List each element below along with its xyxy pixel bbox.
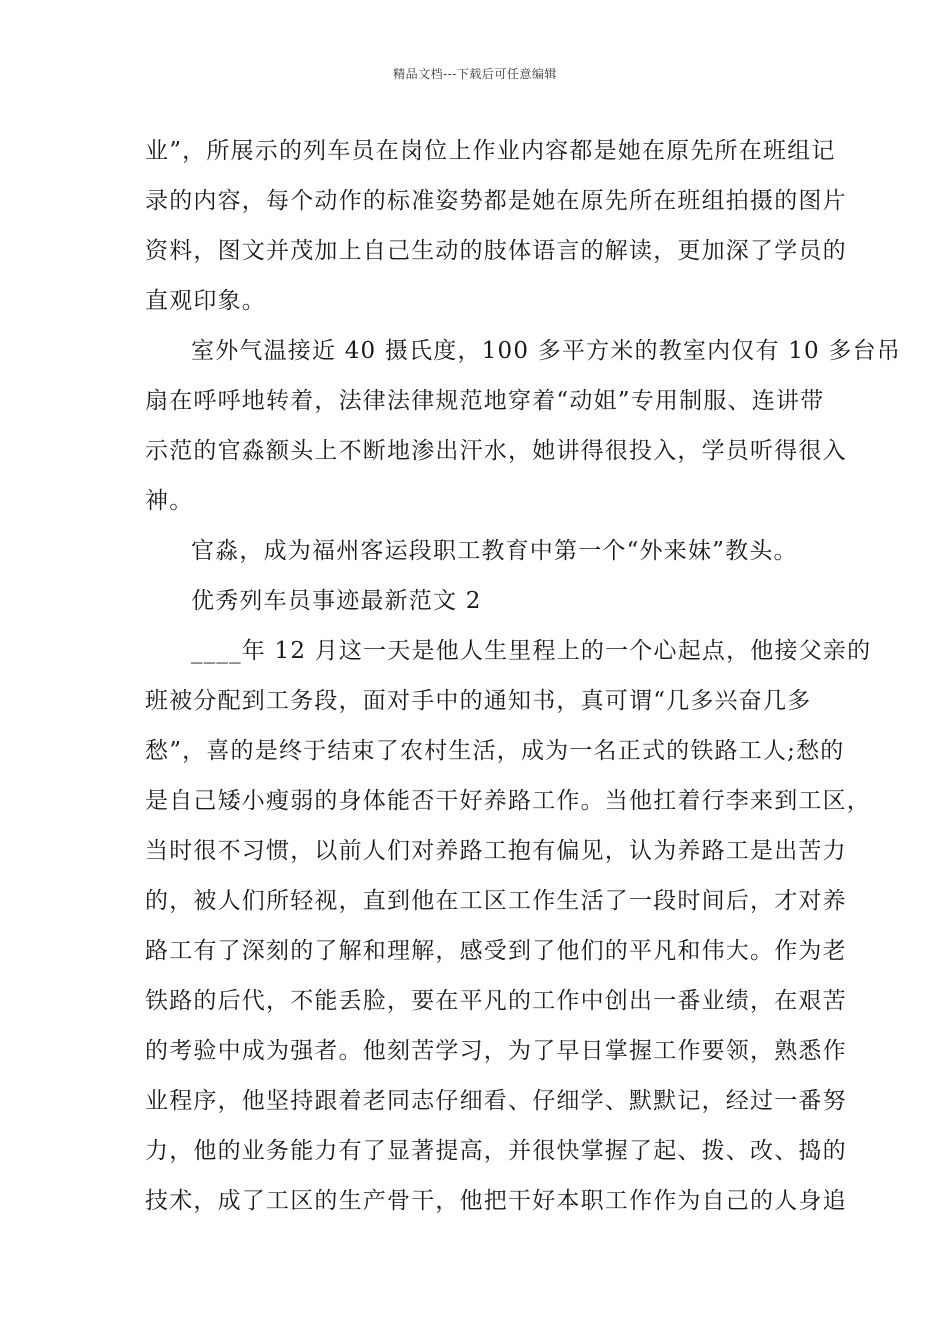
paragraph-line: 力，他的业务能力有了显著提高，并很快掌握了起、拨、改、捣的	[145, 1138, 847, 1164]
paragraph-line: 的，被人们所轻视，直到他在工区工作生活了一段时间后，才对养	[145, 888, 847, 914]
paragraph-line: 室外气温接近 40 摄氏度，100 多平方米的教室内仅有 10 多台吊	[191, 338, 901, 364]
paragraph-line: 业程序，他坚持跟着老同志仔细看、仔细学、默默记，经过一番努	[145, 1088, 847, 1114]
paragraph-line: 当时很不习惯，以前人们对养路工抱有偏见，认为养路工是出苦力	[145, 838, 847, 864]
paragraph-line: 资料，图文并茂加上自己生动的肢体语言的解读，更加深了学员的	[145, 238, 847, 264]
paragraph-line: 铁路的后代，不能丢脸，要在平凡的工作中创出一番业绩，在艰苦	[145, 988, 847, 1014]
paragraph-line: 是自己矮小瘦弱的身体能否干好养路工作。当他扛着行李来到工区，	[145, 788, 871, 814]
paragraph-line: 的考验中成为强者。他刻苦学习，为了早日掌握工作要领，熟悉作	[145, 1038, 847, 1064]
paragraph-line: ____年 12 月这一天是他人生里程上的一个心起点，他接父亲的	[191, 638, 872, 664]
paragraph-line: 路工有了深刻的了解和理解，感受到了他们的平凡和伟大。作为老	[145, 938, 847, 964]
paragraph-line: 技术，成了工区的生产骨干，他把干好本职工作作为自己的人身追	[145, 1188, 847, 1214]
section-title: 优秀列车员事迹最新范文 2	[191, 588, 482, 614]
paragraph-line: 直观印象。	[145, 288, 266, 314]
paragraph-line: 愁”，喜的是终于结束了农村生活，成为一名正式的铁路工人;愁的	[145, 738, 845, 764]
paragraph-line: 班被分配到工务段，面对手中的通知书，真可谓“几多兴奋几多	[145, 688, 812, 714]
paragraph-line: 神。	[145, 488, 194, 514]
paragraph-line: 业”，所展示的列车员在岗位上作业内容都是她在原先所在班组记	[145, 138, 836, 164]
paragraph-line: 扇在呼呼地转着，法律法律规范地穿着“动姐”专用制服、连讲带	[145, 388, 825, 414]
page-header: 精品文档---下载后可任意编辑	[393, 67, 557, 81]
paragraph-line: 示范的官淼额头上不断地渗出汗水，她讲得很投入，学员听得很入	[145, 438, 847, 464]
paragraph-line: 录的内容，每个动作的标准姿势都是她在原先所在班组拍摄的图片	[145, 188, 847, 214]
paragraph-line: 官淼，成为福州客运段职工教育中第一个“外来妹”教头。	[191, 538, 798, 564]
